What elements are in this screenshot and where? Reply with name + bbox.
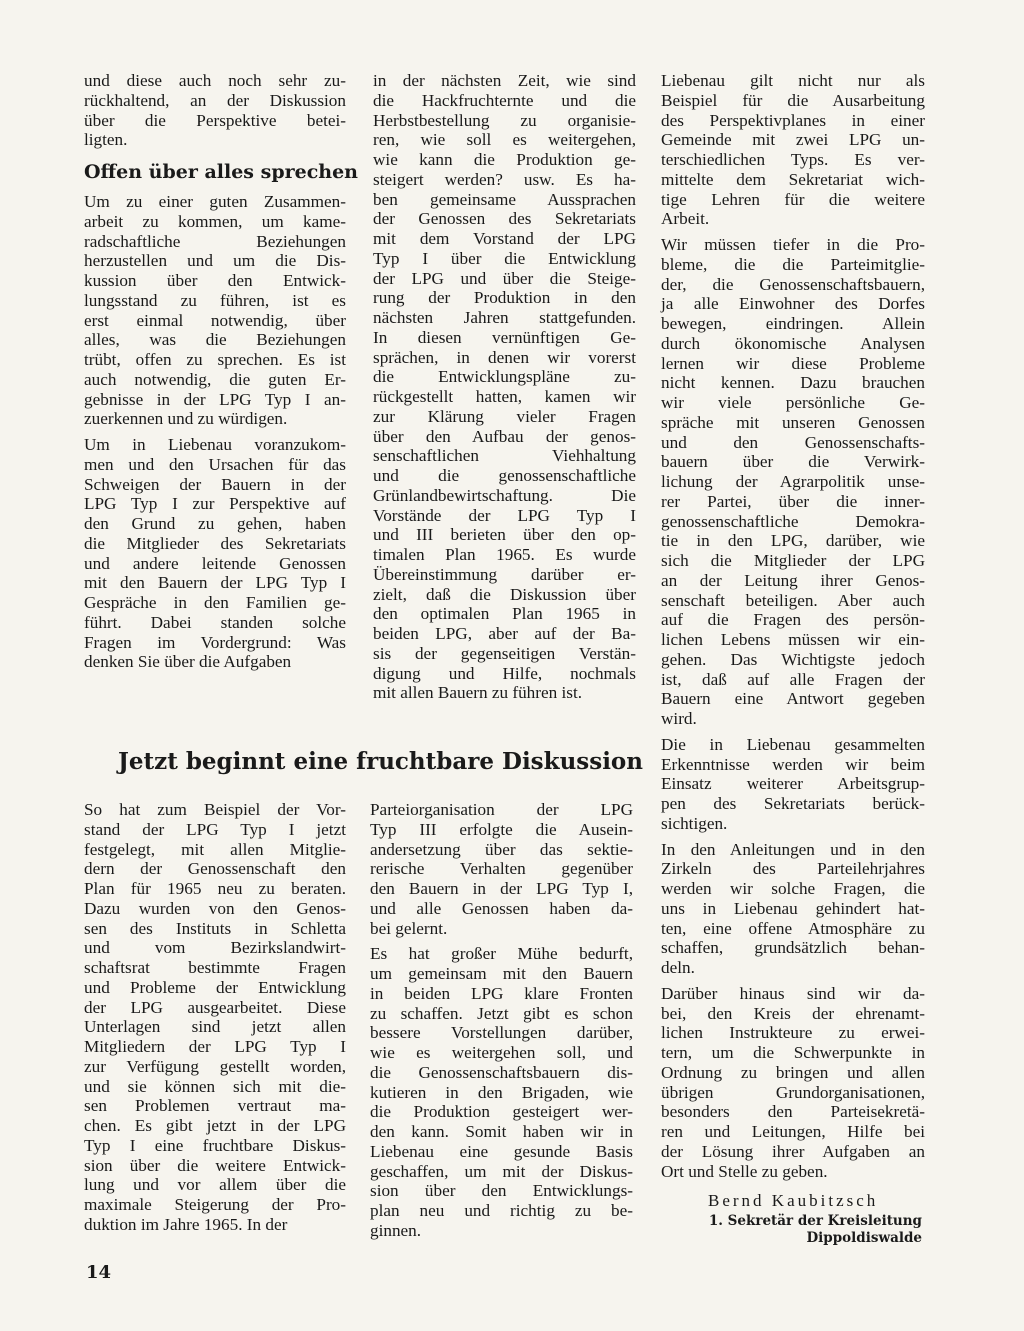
- text-line: ben gemeinsame Aussprachen: [373, 189, 636, 209]
- text-line: und die genossenschaftliche: [373, 466, 636, 485]
- text-line: schaffen, grundsätzlich behan-: [661, 938, 925, 958]
- text-line: men und den Ursachen für das: [84, 454, 346, 474]
- text-line: mittelte dem Sekretariat wich-: [661, 169, 925, 189]
- text-line: lichung der Agrarpolitik unse-: [661, 472, 925, 491]
- text-line: der, die Genossenschaftsbauern,: [661, 274, 925, 294]
- text-line: Grünlandbewirtschaftung. Die: [373, 485, 636, 505]
- text-line: In den Anleitungen und in den: [661, 839, 925, 859]
- text-line: Gemeinde mit zwei LPG un-: [661, 130, 925, 150]
- text-line: Schweigen der Bauern in der: [84, 474, 346, 494]
- text-line: die Hackfruchternte und die: [373, 90, 636, 110]
- text-line: trübt, offen zu sprechen. Es ist: [84, 350, 346, 369]
- text-line: bauern über die Verwirk-: [661, 452, 925, 472]
- text-line: arbeit zu kommen, um kame-: [84, 211, 346, 231]
- text-line: wir viele persönliche Ge-: [661, 393, 925, 412]
- text-line: werden wir solche Fragen, die: [661, 879, 925, 898]
- text-line: den optimalen Plan 1965 in: [373, 604, 636, 624]
- paragraph: [661, 71, 925, 229]
- text-line: senschaft beteiligen. Aber auch: [661, 590, 925, 610]
- text-line: der Lösung ihrer Aufgaben an: [661, 1141, 925, 1161]
- text-line: ten, eine offene Atmosphäre zu: [661, 918, 925, 938]
- text-line: auf die Fragen des persön-: [661, 610, 925, 630]
- text-line: rückgestellt hatten, kamen wir: [373, 387, 636, 406]
- text-line: übrigen Grundorganisationen,: [661, 1082, 925, 1102]
- text-line: Arbeit.: [661, 209, 710, 229]
- text-line: terschiedlichen Typs. Es ver-: [661, 150, 925, 169]
- text-line: in beiden LPG klare Fronten: [370, 983, 633, 1003]
- text-line: Um zu einer guten Zusammen-: [84, 192, 346, 211]
- text-line: Mitgliedern der LPG Typ I: [84, 1037, 346, 1056]
- text-line: senschaftlichen Viehhaltung: [373, 446, 636, 466]
- text-line: Typ I eine fruchtbare Diskus-: [84, 1135, 346, 1155]
- text-line: Ordnung zu bringen und allen: [661, 1062, 925, 1082]
- text-line: Um in Liebenau voranzukom-: [84, 435, 346, 454]
- paragraph: [84, 71, 346, 150]
- text-line: Fragen im Vordergrund: Was: [84, 632, 346, 652]
- author-name: Bernd Kaubitzsch: [708, 1191, 879, 1210]
- column-1-bottom: [84, 800, 346, 1241]
- text-line: andersetzung über das sektie-: [370, 839, 633, 859]
- text-line: die Genossenschaftsbauern dis-: [370, 1062, 633, 1082]
- text-line: die Produktion gesteigert wer-: [370, 1102, 633, 1122]
- text-line: kussion über den Entwick-: [84, 271, 346, 290]
- paragraph: [661, 840, 925, 978]
- text-line: zuerkennen und zu würdigen.: [84, 409, 288, 429]
- text-line: führt. Dabei standen solche: [84, 612, 346, 632]
- text-line: und sie können sich mit die-: [84, 1076, 346, 1096]
- text-line: ren, wie soll es weitergehen,: [373, 130, 636, 150]
- text-line: der LPG und über die Steige-: [373, 268, 636, 288]
- text-line: der LPG ausgearbeitet. Diese: [84, 997, 346, 1017]
- text-line: ren und Leitungen, Hilfe bei: [661, 1122, 925, 1141]
- text-line: lichen Lebens müssen wir ein-: [661, 630, 925, 649]
- text-line: sich die Mitglieder der LPG: [661, 551, 925, 570]
- text-line: über den Aufbau der genos-: [373, 426, 636, 446]
- text-line: bewegen, eindringen. Allein: [661, 314, 925, 333]
- text-line: gebnisse in der LPG Typ I an-: [84, 389, 346, 409]
- text-line: wird.: [661, 709, 697, 728]
- text-line: Liebenau eine gesunde Basis: [370, 1141, 633, 1161]
- text-line: Gespräche in den Familien ge-: [84, 593, 346, 612]
- text-line: Parteiorganisation der LPG: [370, 800, 633, 819]
- column-3: [661, 71, 925, 1187]
- text-line: zu schaffen. Jetzt gibt es schon: [370, 1003, 633, 1023]
- paragraph: [661, 735, 925, 834]
- text-line: Zirkeln des Parteilehrjahres: [661, 859, 925, 879]
- subheading-offen: Offen über alles sprechen: [84, 161, 358, 183]
- text-line: rer Partei, über die inner-: [661, 491, 925, 511]
- text-line: radschaftliche Beziehungen: [84, 231, 346, 251]
- text-line: denken Sie über die Aufgaben: [84, 652, 292, 672]
- text-line: alles, was die Beziehungen: [84, 330, 346, 350]
- text-line: tern, um die Schwerpunkte in: [661, 1043, 925, 1062]
- text-line: und Probleme der Entwicklung: [84, 977, 346, 997]
- text-line: Wir müssen tiefer in die Pro-: [661, 235, 925, 254]
- text-line: Unterlagen sind jetzt allen: [84, 1017, 346, 1037]
- text-line: auch notwendig, die guten Er-: [84, 369, 346, 389]
- text-line: rung der Produktion in den: [373, 288, 636, 308]
- text-line: ist, daß auf alle Fragen der: [661, 669, 925, 689]
- text-line: uns in Liebenau gehindert hat-: [661, 898, 925, 918]
- column-1-mid: [84, 192, 346, 678]
- text-line: So hat zum Beispiel der Vor-: [84, 800, 346, 819]
- text-line: der Genossen des Sekretariats: [373, 209, 636, 229]
- text-line: zur Klärung vieler Fragen: [373, 406, 636, 426]
- text-line: festgelegt, mit allen Mitglie-: [84, 839, 346, 859]
- text-line: rerische Verhalten gegenüber: [370, 859, 633, 879]
- text-line: spräche mit unseren Genossen: [661, 412, 925, 432]
- text-line: sen des Instituts in Schletta: [84, 918, 346, 938]
- text-line: dern der Genossenschaft den: [84, 859, 346, 879]
- text-line: sichtigen.: [661, 813, 728, 833]
- paragraph: [370, 944, 633, 1240]
- column-2-bottom: [370, 800, 633, 1247]
- text-line: Darüber hinaus sind wir da-: [661, 983, 925, 1003]
- text-line: gehen. Das Wichtigste jedoch: [661, 649, 925, 669]
- author-role-line-2: Dippoldiswalde: [806, 1230, 922, 1246]
- text-line: Bauern eine Antwort gegeben: [661, 689, 925, 709]
- text-line: beiden LPG, aber auf der Ba-: [373, 624, 636, 643]
- text-line: mit den Bauern der LPG Typ I: [84, 573, 346, 593]
- text-line: tie in den LPG, darüber, wie: [661, 531, 925, 551]
- text-line: timalen Plan 1965. Es wurde: [373, 545, 636, 564]
- paragraph: [84, 192, 346, 429]
- text-line: chen. Es gibt jetzt in der LPG: [84, 1116, 346, 1135]
- text-line: des Perspektivplanes in einer: [661, 110, 925, 130]
- text-line: Liebenau gilt nicht nur als: [661, 71, 925, 90]
- text-line: Ort und Stelle zu geben.: [661, 1161, 828, 1181]
- text-line: den kann. Somit haben wir in: [370, 1122, 633, 1141]
- text-line: Dazu wurden von den Genos-: [84, 898, 346, 918]
- paragraph: [84, 800, 346, 1235]
- text-line: In diesen vernünftigen Ge-: [373, 327, 636, 347]
- text-line: Typ I über die Entwicklung: [373, 248, 636, 268]
- text-line: Die in Liebenau gesammelten: [661, 734, 925, 754]
- text-line: Es hat großer Mühe bedurft,: [370, 944, 633, 964]
- text-line: in der nächsten Zeit, wie sind: [373, 71, 636, 90]
- text-line: nicht kennen. Dazu brauchen: [661, 373, 925, 393]
- text-line: schaftsrat bestimmte Fragen: [84, 958, 346, 977]
- page-number: 14: [86, 1262, 112, 1283]
- text-line: um gemeinsam mit den Bauern: [370, 964, 633, 983]
- text-line: Übereinstimmung darüber er-: [373, 564, 636, 584]
- text-line: ja alle Einwohner des Dorfes: [661, 294, 925, 314]
- column-2-top: [373, 71, 636, 709]
- text-line: den Bauern in der LPG Typ I,: [370, 879, 633, 898]
- text-line: und vom Bezirkslandwirt-: [84, 938, 346, 958]
- main-heading: Jetzt beginnt eine fruchtbare Diskussion: [118, 748, 643, 775]
- text-line: LPG Typ I zur Perspektive auf: [84, 494, 346, 514]
- text-line: und alle Genossen haben da-: [370, 898, 633, 918]
- text-line: steigert werden? usw. Es ha-: [373, 169, 636, 189]
- text-line: lungsstand zu führen, ist es: [84, 290, 346, 310]
- text-line: kutieren in den Brigaden, wie: [370, 1082, 633, 1102]
- text-line: über die Perspektive betei-: [84, 110, 346, 130]
- text-line: die Entwicklungspläne zu-: [373, 367, 636, 387]
- text-line: genossenschaftliche Demokra-: [661, 511, 925, 531]
- paragraph: [370, 800, 633, 938]
- paragraph: [661, 235, 925, 729]
- text-line: den Grund zu gehen, haben: [84, 514, 346, 533]
- column-1-top: [84, 71, 346, 156]
- text-line: Herbstbestellung zu organisie-: [373, 110, 636, 130]
- text-line: wie kann die Produktion ge-: [373, 150, 636, 169]
- text-line: duktion im Jahre 1965. In der: [84, 1214, 288, 1234]
- text-line: Beispiel für die Ausarbeitung: [661, 90, 925, 110]
- text-line: Plan für 1965 neu zu beraten.: [84, 879, 346, 898]
- text-line: bei, den Kreis der ehrenamt-: [661, 1003, 925, 1023]
- paragraph: [373, 71, 636, 703]
- text-line: Erkenntnisse werden wir beim: [661, 754, 925, 774]
- text-line: plan neu und richtig zu be-: [370, 1201, 633, 1220]
- text-line: Typ III erfolgte die Ausein-: [370, 819, 633, 839]
- text-line: Vorstände der LPG Typ I: [373, 505, 636, 525]
- text-line: und III berieten über den op-: [373, 525, 636, 545]
- text-line: herzustellen und um die Dis-: [84, 251, 346, 271]
- text-line: deln.: [661, 958, 695, 977]
- text-line: bei gelernt.: [370, 918, 448, 938]
- text-line: lung und vor allem über die: [84, 1175, 346, 1195]
- text-line: stand der LPG Typ I jetzt: [84, 819, 346, 839]
- text-line: lichen Instrukteure zu erwei-: [661, 1023, 925, 1043]
- text-line: mit dem Vorstand der LPG: [373, 229, 636, 248]
- text-line: mit allen Bauern zu führen ist.: [373, 683, 583, 703]
- text-line: bleme, die die Parteimitglie-: [661, 254, 925, 274]
- text-line: nächsten Jahren stattgefunden.: [373, 308, 636, 327]
- text-line: lernen wir diese Probleme: [661, 353, 925, 373]
- text-line: sion über den Entwicklungs-: [370, 1181, 633, 1201]
- text-line: tige Lehren für die weitere: [661, 189, 925, 209]
- text-line: und den Genossenschafts-: [661, 432, 925, 452]
- text-line: pen des Sekretariats berück-: [661, 794, 925, 813]
- text-line: wie es weitergehen soll, und: [370, 1043, 633, 1062]
- text-line: und andere leitende Genossen: [84, 553, 346, 573]
- author-role-line-1: 1. Sekretär der Kreisleitung: [708, 1213, 922, 1229]
- text-line: sion über die weitere Entwick-: [84, 1155, 346, 1175]
- text-line: die Mitglieder des Sekretariats: [84, 533, 346, 553]
- paragraph: [661, 984, 925, 1182]
- text-line: bessere Vorstellungen darüber,: [370, 1023, 633, 1043]
- text-line: sis der gegenseitigen Verstän-: [373, 643, 636, 663]
- paragraph: [84, 435, 346, 672]
- text-line: durch ökonomische Analysen: [661, 333, 925, 353]
- text-line: und diese auch noch sehr zu-: [84, 71, 346, 90]
- text-line: an der Leitung ihrer Genos-: [661, 570, 925, 590]
- text-line: maximale Steigerung der Pro-: [84, 1195, 346, 1214]
- text-line: sen Problemen vertraut ma-: [84, 1096, 346, 1116]
- text-line: Einsatz weiterer Arbeitsgrup-: [661, 774, 925, 794]
- text-line: besonders den Parteisekretä-: [661, 1102, 925, 1122]
- text-line: geschaffen, um mit der Diskus-: [370, 1161, 633, 1181]
- text-line: sprächen, in denen wir vorerst: [373, 347, 636, 367]
- author-role: [700, 1213, 922, 1247]
- text-line: digung und Hilfe, nochmals: [373, 663, 636, 683]
- text-line: zur Verfügung gestellt worden,: [84, 1056, 346, 1076]
- text-line: zielt, daß die Diskussion über: [373, 584, 636, 604]
- text-line: ligten.: [84, 130, 128, 150]
- text-line: ginnen.: [370, 1220, 422, 1240]
- text-line: erst einmal notwendig, über: [84, 310, 346, 330]
- text-line: rückhaltend, an der Diskussion: [84, 90, 346, 110]
